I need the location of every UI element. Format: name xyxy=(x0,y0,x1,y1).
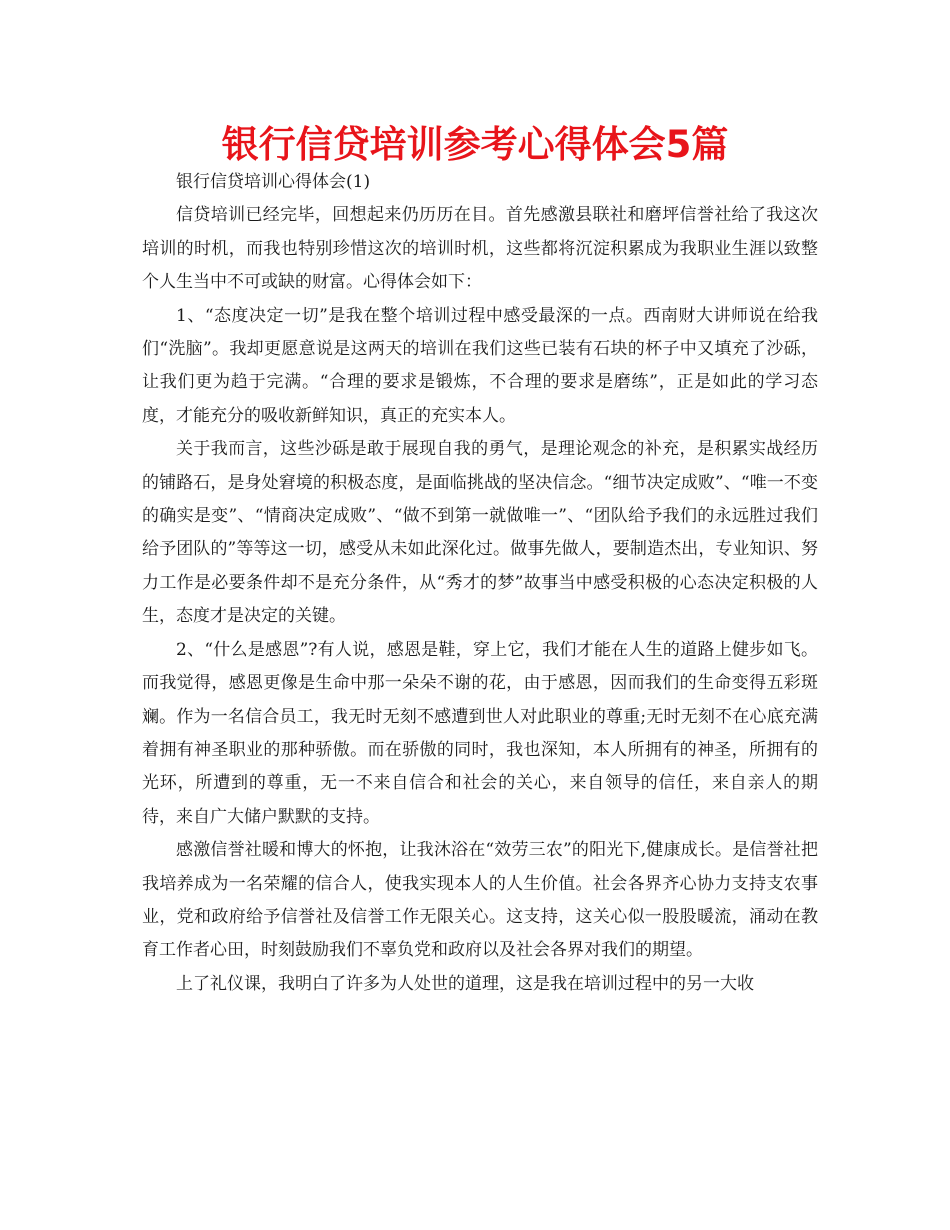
body-paragraph: 1、“态度决定一切”是我在整个培训过程中感受最深的一点。西南财大讲师说在给我们“洗脑”。我却更愿意说是这两天的培训在我们这些已装有石块的杯子中又填充了沙砾，让我们更为趋于完满。“合理的要求是锻炼，不合理的要求是磨练”，正是如此的学习态度，才能充分的吸收新鲜知识，真正的充实本人。 xyxy=(142,305,818,426)
body-paragraph: 2、“什么是感恩”?有人说，感恩是鞋，穿上它，我们才能在人生的道路上健步如飞。而我觉得，感恩更像是生命中那一朵朵不谢的花，由于感恩，因而我们的生命变得五彩斑斓。作为一名信合员工，我无时无刻不感遭到世人对此职业的尊重;无时无刻不在心底充满着拥有神圣职业的那种骄傲。而在骄傲的同时，我也深知，本人所拥有的神圣，所拥有的光环，所遭到的尊重，无一不来自信合和社会的关心，来自领导的信任，来自亲人的期待，来自广大储户默默的支持。 xyxy=(142,639,818,827)
section-heading: 银行信贷培训心得体会(1) xyxy=(176,172,371,192)
document-title: 银行信贷培训参考心得体会5篇 xyxy=(221,123,729,166)
document-body xyxy=(142,166,818,1001)
body-paragraph: 上了礼仪课，我明白了许多为人处世的道理，这是我在培训过程中的另一大收 xyxy=(176,973,754,994)
body-paragraph: 信贷培训已经完毕，回想起来仍历历在目。首先感激县联社和磨坪信誉社给了我这次培训的时机，而我也特别珍惜这次的培训时机，这些都将沉淀积累成为我职业生涯以致整个人生当中不可或缺的财富。心得体会如下： xyxy=(142,205,818,293)
body-paragraph: 感激信誉社暖和博大的怀抱，让我沐浴在“效劳三农”的阳光下,健康成长。是信誉社把我培养成为一名荣耀的信合人，使我实现本人的人生价值。社会各界齐心协力支持支农事业，党和政府给予信誉社及信誉工作无限关心。这支持，这关心似一股股暖流，涌动在教育工作者心田，时刻鼓励我们不辜负党和政府以及社会各界对我们的期望。 xyxy=(142,840,818,961)
body-paragraph: 关于我而言，这些沙砾是敢于展现自我的勇气，是理论观念的补充，是积累实战经历的铺路石，是身处窘境的积极态度，是面临挑战的坚决信念。“细节决定成败”、“唯一不变的确实是变”、“情商决定成败”、“做不到第一就做唯一”、“团队给予我们的永远胜过我们给予团队的”等等这一切，感受从未如此深化过。做事先做人，要制造杰出，专业知识、努力工作是必要条件却不是充分条件，从“秀才的梦”故事当中感受积极的心态决定积极的人生，态度才是决定的关键。 xyxy=(142,439,818,627)
